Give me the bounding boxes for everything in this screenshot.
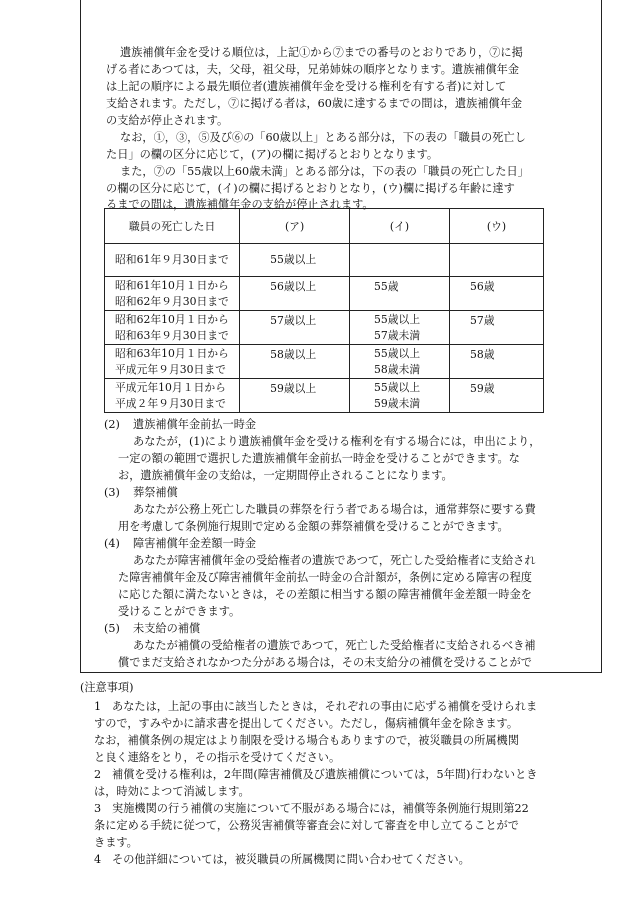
- section-body-line: あなたが，(1)により遺族補償年金を受ける権利を有する場合には，申出により，: [133, 435, 541, 448]
- age-table: [104, 208, 544, 413]
- section-number: (3): [104, 486, 120, 499]
- cell-c: 56歳: [449, 277, 543, 311]
- cell-c: 59歳: [449, 379, 543, 413]
- note-number: 4: [94, 853, 102, 866]
- section-number: (2): [104, 418, 120, 431]
- intro-line: また，⑦の「55歳以上60歳未満」とある部分は，下の表の「職員の死亡した日」: [120, 165, 529, 178]
- section-body-line: 償でまだ支給されなかつた分がある場合は，その未支給分の補償を受けることがで: [118, 656, 532, 669]
- cell-date: 昭和61年10月１日から 昭和62年９月30日まで: [105, 277, 240, 311]
- header-b: (イ): [350, 209, 450, 244]
- intro-line: は上記の順序による最先順位者(遺族補償年金を受ける権利を有する者)に対して: [106, 80, 507, 93]
- section-body-line: あなたが障害補償年金の受給権者の遺族であつて，死亡した受給権者に支給され: [133, 554, 536, 567]
- section-body-line: た障害補償年金及び障害補償年金前払一時金の合計額が，条例に定める障害の程度: [118, 571, 532, 584]
- cell-c: 58歳: [449, 345, 543, 379]
- header-a: (ア): [240, 209, 350, 244]
- cell-date: 昭和63年10月１日から 平成元年９月30日まで: [105, 345, 240, 379]
- note-line: あなたは，上記の事由に該当したときは，それぞれの事由に応ずる補償を受けられま: [112, 700, 538, 713]
- table-header-row: [105, 209, 544, 244]
- intro-line: るまでの間は，遺族補償年金の支給が停止されます。: [106, 198, 374, 211]
- cell-a: 58歳以上: [240, 345, 350, 379]
- section-number: (4): [104, 537, 120, 550]
- cell-b: 55歳以上 57歳未満: [350, 311, 450, 345]
- section-body-line: に応じた額に満たないときは，その差額に相当する額の障害補償年金差額一時金を: [118, 588, 532, 601]
- note-line: は，時効によつて消滅します。: [94, 785, 250, 798]
- table-row: [105, 345, 544, 379]
- intro-line: の支給が停止されます。: [106, 114, 229, 127]
- intro-line: なお，①，③，⑤及び⑥の「60歳以上」とある部分は，下の表の「職員の死亡し: [120, 131, 526, 144]
- cell-c: 57歳: [449, 311, 543, 345]
- cell-b: 55歳以上 58歳未満: [350, 345, 450, 379]
- table-row: [105, 379, 544, 413]
- table-row: [105, 244, 544, 277]
- cell-date: 平成元年10月１日から 平成２年９月30日まで: [105, 379, 240, 413]
- section-title: 遺族補償年金前払一時金: [133, 418, 257, 431]
- note-line: その他詳細については，被災職員の所属機関に問い合わせてください。: [112, 853, 470, 866]
- notes-heading: (注意事項): [80, 681, 134, 694]
- intro-line: の欄の区分に応じて，(イ)の欄に掲げるとおりとなり，(ウ)欄に掲げる年齢に達す: [106, 182, 515, 195]
- section-body-line: あなたが補償の受給権者の遺族であつて，死亡した受給権者に支給されるべき補: [133, 639, 536, 652]
- cell-c: [449, 244, 543, 277]
- cell-a: 57歳以上: [240, 311, 350, 345]
- table-row: [105, 311, 544, 345]
- section-body-line: あなたが公務上死亡した職員の葬祭を行う者である場合は，通常葬祭に要する費: [133, 503, 536, 516]
- cell-b: 55歳以上 59歳未満: [350, 379, 450, 413]
- note-line: なお，補償条例の規定はより制限を受ける場合もありますので，被災職員の所属機関: [94, 734, 519, 747]
- table-row: [105, 277, 544, 311]
- note-number: 1: [94, 700, 102, 713]
- note-number: 3: [94, 802, 102, 815]
- section-number: (5): [104, 622, 120, 635]
- intro-line: げる者にあつては，夫，父母，祖父母，兄弟姉妹の順序となります。遺族補償年金: [106, 63, 520, 76]
- section-body-line: 一定の額の範囲で選択した遺族補償年金前払一時金を受けることができます。な: [118, 452, 520, 465]
- note-line: 補償を受ける権利は，2年間(障害補償及び遺族補償については，5年間)行わないとき: [112, 768, 538, 781]
- cell-date: 昭和62年10月１日から 昭和63年９月30日まで: [105, 311, 240, 345]
- section-body-line: お，遺族補償年金の支給は，一定期間停止されることになります。: [118, 469, 453, 482]
- header-c: (ウ): [449, 209, 543, 244]
- note-line: と良く連絡をとり，その指示を受けてください。: [94, 751, 341, 764]
- cell-b: [350, 244, 450, 277]
- intro-line: た日」の欄の区分に応じて，(ア)の欄に掲げるとおりとなります。: [106, 148, 439, 161]
- note-number: 2: [94, 768, 102, 781]
- cell-a: 56歳以上: [240, 277, 350, 311]
- section-body-line: 用を考慮して条例施行規則で定める金額の葬祭補償を受けることができます。: [118, 520, 509, 533]
- section-title: 障害補償年金差額一時金: [133, 537, 257, 550]
- cell-a: 55歳以上: [240, 244, 350, 277]
- note-line: 実施機関の行う補償の実施について不服がある場合には，補償等条例施行規則第22: [112, 802, 529, 815]
- section-title: 未支給の補償: [133, 622, 201, 635]
- section-body-line: 受けることができます。: [118, 605, 241, 618]
- intro-line: 遺族補償年金を受ける順位は，上記①から⑦までの番号のとおりであり，⑦に掲: [120, 46, 523, 59]
- cell-a: 59歳以上: [240, 379, 350, 413]
- section-title: 葬祭補償: [133, 486, 178, 499]
- intro-line: 支給されます。ただし，⑦に掲げる者は，60歳に達するまでの間は，遺族補償年金: [106, 97, 523, 110]
- cell-b: 55歳: [350, 277, 450, 311]
- header-date: 職員の死亡した日: [105, 209, 240, 244]
- note-line: 条に定める手続に従つて，公務災害補償等審査会に対して審査を申し立てることがで: [94, 819, 519, 832]
- note-line: すので，すみやかに請求書を提出してください。ただし，傷病補償年金を除きます。: [94, 717, 519, 730]
- cell-date: 昭和61年９月30日まで: [105, 244, 240, 277]
- note-line: きます。: [94, 836, 138, 849]
